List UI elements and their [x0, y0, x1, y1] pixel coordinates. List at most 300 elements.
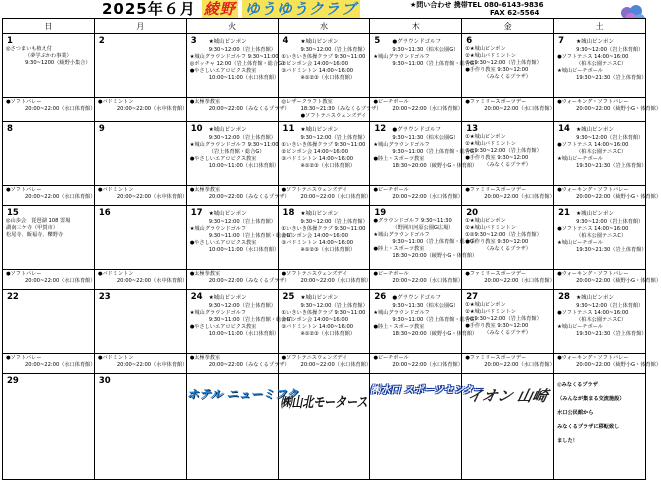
event-line: ◎山歩会 琵琶湖 108 霊場: [6, 217, 71, 224]
evening-event-line: ●ファミリースポーツデー: [465, 99, 527, 106]
day-number-line: [187, 122, 278, 135]
event-line: ②ピンポン会 14:00~16:00: [281, 232, 349, 239]
day-cell: [370, 121, 480, 185]
day-cell-29: [3, 373, 95, 479]
headline-event: ★城山ピンポン: [300, 294, 339, 301]
event-line: ●グラウンドゴルフ 9:30~11:30: [373, 217, 452, 224]
day-number-line: [370, 122, 461, 135]
event-line: ③バドミントン 14:00~16:00: [281, 239, 354, 246]
event-line: 9:30~12:00（岩上体育館）: [208, 302, 276, 309]
event-line: ①★城山ピンポン: [465, 301, 506, 308]
day-cell: [278, 34, 370, 98]
event-line: （みなくるプラザ）: [484, 245, 531, 252]
event-line: ②★城山バドミントン: [465, 224, 516, 231]
evening-cell: [462, 186, 554, 205]
headline-event: ●グラウンドゴルフ: [392, 294, 441, 301]
evening-cell: [370, 354, 462, 373]
event-line: 9:30~11:00（岩上体育館・総合G）: [208, 316, 296, 323]
evening-event-line: 18:30~21:30（みなくるプラザ）: [300, 106, 382, 113]
event-line: ①★城山ピンポン: [465, 217, 506, 224]
day-number-line: [187, 34, 278, 47]
event-line: （柏木公園テニスC）: [576, 316, 627, 323]
event-line: 9:30~12:00（岩上体育館）: [208, 47, 276, 53]
header: [0, 0, 650, 18]
day-cell: [554, 121, 646, 185]
event-line: ●手作り教室 9:30~12:00: [465, 154, 529, 161]
week-evening-row-4: [3, 354, 646, 373]
evening-event-line: ●ソフトバレー: [6, 355, 42, 362]
evening-event-line: 20:00~22:00（水口体育館）: [484, 362, 555, 369]
event-line: ※①②③（水口体育館）: [300, 162, 356, 169]
event-line: （岩上体育館・総合G）: [208, 148, 265, 155]
day-number-line: [554, 290, 645, 303]
event-line: 9:30~12:00（岩上体育館）: [300, 302, 368, 309]
day-cell: [462, 205, 554, 269]
evening-event-line: 20:00~22:00（綾野小G・体育館）: [576, 194, 661, 201]
event-line: ●手作り教室 9:30~12:00: [465, 67, 529, 73]
event-line: 9:30~1200（綾野小集合）: [25, 60, 91, 66]
evening-cell: [186, 270, 290, 289]
weekday-wed: 水: [278, 19, 370, 34]
evening-cell: [278, 98, 382, 122]
ad-sports-logo: ㈱水口 スポーツセンター: [370, 384, 484, 396]
evening-event-line: ●ソフトテニスウェンズデイ: [281, 271, 348, 278]
day-number: 22: [7, 291, 19, 302]
day-number-line: [462, 206, 553, 218]
day-number-line: [279, 122, 370, 135]
event-line: ●ソフトテニス 14:00~16:00: [557, 54, 629, 60]
event-line: ★城山ビーチボール: [557, 239, 603, 246]
week-evening-row-3: [3, 270, 646, 289]
evening-cell: [3, 354, 95, 373]
event-line: （柏木公園テニスC）: [576, 232, 627, 239]
evening-cell: [278, 270, 370, 289]
day-number: 15: [7, 207, 19, 218]
day-cell: [370, 205, 480, 269]
event-line: ②ピンポン会 14:00~16:00: [281, 61, 349, 67]
event-line: ◎さつまいも植え付: [6, 46, 53, 52]
event-line: 9:30~12:00（岩上体育館）: [576, 134, 644, 141]
evening-cell: [554, 270, 661, 289]
event-line: （野洲川河原公園G広場）: [392, 224, 454, 231]
contact-info: [410, 1, 544, 17]
evening-event-line: 20:00~22:00（みなくるプラザ）: [208, 194, 290, 201]
event-line: ①いきいき体操クラブ 9:30~11:00: [281, 54, 366, 60]
day-number: 29: [7, 375, 19, 386]
evening-event-line: 20:00~22:00（水口体育館）: [392, 278, 463, 285]
notice-cell: [554, 373, 646, 479]
evening-event-line: 20:00~22:00（水口体育館）: [25, 278, 96, 285]
headline-event: ★城山ピンポン: [576, 210, 614, 217]
evening-event-line: ●太極拳教室: [189, 355, 221, 362]
event-line: （みなくるプラザ）: [484, 161, 531, 168]
day-number: 17: [190, 207, 203, 218]
evening-cell: [94, 98, 186, 122]
evening-event-line: 20:00~22:00（水中体育館）: [116, 362, 188, 369]
event-line: ★城山グラウンドゴルフ: [373, 54, 430, 60]
day-number-line: [95, 290, 186, 302]
evening-cell: [3, 186, 95, 205]
weekday-sat: 土: [554, 19, 646, 34]
event-line: 9:30~12:00（岩上体育館）: [576, 302, 644, 309]
day-number: 10: [190, 123, 203, 134]
evening-event-line: ●太極拳教室: [189, 271, 221, 278]
week-row-4: [3, 289, 646, 353]
day-cell: [3, 289, 95, 353]
headline-event: ★城山ピンポン: [300, 210, 339, 217]
day-number-line: [554, 206, 645, 219]
event-line: ①★城山ピンポン: [465, 46, 506, 52]
event-line: ②ピンポン会 14:00~16:00: [281, 316, 349, 323]
event-line: ●やさしいエアロビクス教室: [189, 155, 257, 162]
headline-event: ●グラウンドゴルフ: [392, 126, 441, 133]
evening-event-line: ●ビーチボール: [373, 271, 409, 278]
event-line: ③バドミントン 14:00~16:00: [281, 68, 354, 74]
headline-event: ★城山ピンポン: [208, 126, 247, 133]
week-row-5: [3, 373, 646, 479]
day-number: 20: [466, 207, 479, 218]
day-number: 5: [374, 36, 381, 46]
day-cell: [462, 34, 554, 98]
event-line: ※①②③（水口体育館）: [300, 330, 356, 337]
event-line: ★城山ビーチボール: [557, 68, 603, 74]
notice-line: 水口公民館から: [557, 409, 594, 416]
headline-event: ★城山ピンポン: [576, 126, 614, 133]
evening-event-line: ●ソフトテニスウェンズデイ: [281, 355, 348, 362]
event-line: ★城山ビーチボール: [557, 155, 603, 162]
ad-hotel-logo: ホテル ニューミフク: [186, 386, 298, 401]
event-line: ③バドミントン 14:00~16:00: [281, 155, 354, 162]
day-number: 1: [7, 36, 13, 46]
event-line: ●やさしいエアロビクス教室: [189, 239, 257, 246]
week-evening-row-2: [3, 186, 646, 205]
event-line: ※①②③（水口体育館）: [300, 75, 356, 81]
event-line: 9:30~12:00（岩上体育館）: [576, 218, 644, 225]
day-number: 26: [374, 291, 387, 302]
event-line: 19:30~21:30（岩上体育館）: [576, 330, 647, 337]
day-number: 23: [98, 291, 111, 302]
day-number-line: [3, 206, 94, 218]
event-line: ①②9:30~12:00（岩上体育館）: [465, 315, 542, 322]
evening-cell: [94, 354, 186, 373]
event-line: 9:30~12:00（岩上体育館）: [300, 47, 368, 53]
day-number-line: [187, 290, 278, 303]
day-number: 13: [466, 123, 479, 134]
evening-cell: [462, 354, 554, 373]
evening-event-line: ●太極拳教室: [189, 99, 221, 106]
day-number-line: [370, 290, 461, 303]
evening-event-line: 20:00~22:00（水口体育館）: [300, 362, 372, 369]
day-cell-30: [94, 373, 186, 479]
day-number: 27: [466, 291, 479, 302]
evening-event-line: ●ソフトバレー: [6, 271, 42, 278]
evening-cell: [462, 98, 554, 122]
day-number-line: [370, 206, 461, 218]
evening-cell: [278, 186, 370, 205]
headline-event: ★城山ピンポン: [208, 210, 247, 217]
day-number-line: [554, 34, 645, 47]
headline-event: ★城山ピンポン: [576, 294, 614, 301]
event-line: ●陸上・スポーツ教室: [373, 245, 425, 252]
day-number: 21: [558, 207, 570, 218]
day-cell: [462, 289, 554, 353]
evening-event-line: ●ファミリースポーツデー: [465, 187, 527, 194]
notice-line: ました！: [557, 437, 578, 444]
evening-event-line: ●バドミントン: [97, 271, 134, 278]
evening-event-line: ●ビーチボール: [373, 99, 409, 106]
evening-cell: [94, 186, 186, 205]
event-line: 9:30~12:00（岩上体育館）: [208, 134, 276, 141]
evening-cell: [94, 270, 186, 289]
day-number-line: [554, 122, 645, 135]
day-cell: [278, 205, 370, 269]
day-number: 7: [558, 36, 564, 46]
event-line: 19:30~21:30（岩上体育館）: [576, 246, 647, 253]
event-line: ②★城山バドミントン: [465, 53, 516, 59]
day-number-line: [3, 122, 94, 134]
day-cell: [3, 205, 95, 269]
evening-cell: [370, 186, 462, 205]
event-line: 10:00~11:00（水口体育館）: [208, 75, 280, 81]
evening-event-line: ●ビーチボール: [373, 187, 409, 194]
day-number: 25: [282, 291, 295, 302]
evening-event-line: 20:00~22:00（水口体育館）: [484, 106, 555, 113]
event-line: ●やさしいエアロビクス教室: [189, 68, 257, 74]
evening-event-line: ●ウォーキング・ソフトバレー: [557, 99, 629, 106]
event-line: ★城山グラウンドゴルフ 9:30~11:00: [189, 141, 279, 148]
headline-event: ★城山ピンポン: [208, 294, 247, 301]
evening-event-line: 20:00~22:00（みなくるプラザ）: [208, 362, 290, 369]
event-line: 10:00~11:00（水口体育館）: [208, 246, 280, 253]
headline-event: ●グラウンドゴルフ: [392, 39, 441, 45]
day-number: 3: [190, 36, 197, 46]
evening-event-line: ●バドミントン: [97, 187, 134, 194]
page-title: [102, 0, 360, 19]
event-line: 10:00~11:00（水口体育館）: [208, 330, 280, 337]
event-line: ●陸上・スポーツ教室: [373, 155, 425, 162]
evening-cell: [554, 354, 661, 373]
event-line: 9:30~11:00（岩上体育館・総合G）: [392, 61, 480, 67]
event-line: 松尾寺、飯福寺、櫟野寺: [6, 231, 64, 238]
evening-event-line: 20:00~22:00（綾野小G・体育館）: [576, 106, 661, 113]
event-line: ②★城山バドミントン: [465, 308, 516, 315]
evening-event-line: 20:00~22:00（水口体育館）: [25, 194, 96, 201]
evening-event-line: 20:00~22:00（水中体育館）: [116, 194, 188, 201]
calendar-grid: [2, 18, 661, 480]
title-name: 綾野: [203, 0, 236, 18]
event-line: 9:30~12:00（岩上体育館）: [208, 218, 276, 225]
weekday-tue: 火: [186, 19, 278, 34]
day-number-line: [462, 122, 553, 134]
day-number: 2: [98, 36, 105, 46]
event-line: ①②9:30~12:00（岩上体育館）: [465, 60, 542, 66]
event-line: ②ピンポン会 14:00~16:00: [281, 148, 349, 155]
ad-motors-logo: ㈱山北モータース: [280, 393, 368, 411]
evening-cell: [186, 98, 290, 122]
event-line: （柏木公園テニスC）: [576, 61, 627, 67]
evening-cell: [186, 186, 290, 205]
day-cell: [94, 34, 186, 98]
evening-event-line: ◎レザークラフト教室: [281, 99, 333, 106]
event-line: ①②9:30~12:00（岩上体育館）: [465, 147, 542, 154]
event-line: ①いきいき体操クラブ 9:30~11:00: [281, 225, 366, 232]
evening-event-line: ●ソフトテニスウェンズデイ: [281, 187, 348, 194]
headline-event: ★城山ピンポン: [208, 39, 247, 45]
event-line: ●手作り教室 9:30~12:00: [465, 238, 529, 245]
day-number-line: [3, 34, 94, 46]
evening-event-line: ●ソフトテニスウェンズデイ: [300, 113, 367, 120]
title-club: ゆうゆうクラブ: [242, 0, 360, 18]
event-line: ●ソフトテニス 14:00~16:00: [557, 309, 629, 316]
week-row-1: [3, 34, 646, 98]
event-line: （夢学ぶかわ事業）: [25, 53, 72, 59]
evening-event-line: ●ソフトバレー: [6, 99, 42, 106]
event-line: 9:30~11:00（岩上体育館・総合G）: [392, 238, 480, 245]
ad-cell-hotel: [186, 373, 298, 479]
day-number-line: [462, 290, 553, 302]
contact-fax: FAX 62-5564: [490, 9, 540, 17]
day-cell: [94, 121, 186, 185]
evening-event-line: ●ウォーキング・ソフトバレー: [557, 355, 629, 362]
day-cell: [554, 205, 646, 269]
day-number-line: [279, 34, 370, 47]
week-evening-row-1: [3, 98, 646, 122]
week-row-3: [3, 205, 646, 269]
event-line: 9:30~12:00（岩上体育館）: [576, 47, 644, 53]
day-number: 28: [558, 291, 570, 302]
event-line: ★城山グラウンドゴルフ 9:30~11:00: [189, 54, 279, 60]
ad-cell-sports: [370, 373, 484, 479]
day-cell: [278, 289, 370, 353]
contact-phone: ★問い合わせ 携帯TEL 080-6143-9836: [410, 1, 544, 9]
evening-event-line: ●ファミリースポーツデー: [465, 355, 527, 362]
evening-event-line: ●ウォーキング・ソフトバレー: [557, 271, 629, 278]
evening-event-line: 20:00~22:00（綾野小G・体育館）: [576, 278, 661, 285]
headline-event: ★城山ピンポン: [300, 39, 339, 45]
event-line: ★城山グラウンドゴルフ: [373, 309, 430, 316]
event-line: ①★城山ピンポン: [465, 133, 506, 140]
evening-event-line: 20:00~22:00（水口体育館）: [25, 362, 96, 369]
day-number-line: [279, 206, 370, 219]
event-line: 9:30~11:30（柏木公園G）: [392, 134, 459, 141]
evening-event-line: 20:00~22:00（水中体育館）: [116, 278, 188, 285]
event-line: 10:00~11:00（水口体育館）: [208, 162, 280, 169]
event-line: ●ソフトテニス 14:00~16:00: [557, 225, 629, 232]
day-number: 6: [466, 36, 473, 46]
day-cell: [554, 34, 646, 98]
day-number-line: [3, 290, 94, 302]
day-cell: [94, 289, 186, 353]
evening-cell: [186, 354, 290, 373]
event-line: ●やさしいエアロビクス教室: [189, 323, 257, 330]
day-cell: [554, 289, 646, 353]
day-cell: [3, 121, 95, 185]
event-line: 9:30~12:00（岩上体育館）: [300, 134, 368, 141]
event-line: ★城山グラウンドゴルフ: [373, 231, 430, 238]
evening-event-line: ●バドミントン: [97, 355, 134, 362]
event-line: （みなくるプラザ）: [484, 74, 531, 80]
evening-event-line: 20:00~22:00（水口体育館）: [392, 362, 463, 369]
evening-event-line: ●ウォーキング・ソフトバレー: [557, 187, 629, 194]
day-number-line: [187, 206, 278, 219]
day-number: 19: [374, 207, 387, 218]
weekday-fri: 金: [462, 19, 554, 34]
day-number: 4: [282, 36, 289, 46]
event-line: 19:30~21:30（岩上体育館）: [576, 162, 647, 169]
headline-event: ★城山ピンポン: [300, 126, 339, 133]
evening-event-line: 20:00~22:00（水口体育館）: [484, 194, 555, 201]
evening-event-line: 20:00~22:00（みなくるプラザ）: [208, 106, 290, 113]
event-line: 9:30~12:00（岩上体育館）: [300, 218, 368, 225]
notice-line: みなくるプラザに移転致し: [557, 423, 620, 430]
day-cell: [3, 34, 95, 98]
event-line: 18:30~20:00（綾野小G・体育館）: [392, 162, 478, 169]
day-number-line: [95, 122, 186, 134]
event-line: ※①②③（水口体育館）: [300, 246, 356, 253]
evening-cell: [554, 98, 661, 122]
event-line: ①いきいき体操クラブ 9:30~11:00: [281, 309, 366, 316]
event-line: （みなくるプラザ）: [484, 329, 531, 336]
event-line: ③バドミントン 14:00~16:00: [281, 323, 354, 330]
ad-aeon-logo: イオン 山崎: [465, 386, 550, 405]
day-number: 12: [374, 123, 387, 134]
event-line: ①いきいき体操クラブ 9:30~11:00: [281, 141, 366, 148]
event-line: ★城山グラウンドゴルフ: [189, 309, 247, 316]
event-line: ②★城山バドミントン: [465, 140, 516, 147]
day-number-line: [462, 34, 553, 46]
event-line: ◎ボッチャ 12:00（岩上体育館・総合G）: [189, 61, 288, 67]
headline-event: ★城山ピンポン: [576, 39, 614, 45]
evening-event-line: ●太極拳教室: [189, 187, 221, 194]
event-line: 9:30~11:00（岩上体育館・総合G）: [208, 232, 296, 239]
evening-cell: [278, 354, 370, 373]
evening-cell: [3, 270, 95, 289]
event-line: ★城山ビーチボール: [557, 323, 603, 330]
day-cell: [94, 205, 186, 269]
event-line: ★城山グラウンドゴルフ: [189, 225, 247, 232]
evening-event-line: 20:00~22:00（水口体育館）: [392, 194, 463, 201]
event-line: 9:30~11:00（岩上体育館・総合G）: [392, 148, 480, 155]
evening-cell: [370, 98, 462, 122]
event-line: 18:30~20:00（綾野小G・体育館）: [392, 330, 478, 337]
evening-event-line: 20:00~22:00（水口体育館）: [392, 106, 463, 113]
event-line: （柏木公園テニスC）: [576, 148, 627, 155]
evening-cell: [462, 270, 554, 289]
day-number: 14: [558, 123, 570, 134]
event-line: 9:30~11:00（岩上体育館・総合G）: [392, 316, 480, 323]
weekday-header-row: [3, 19, 646, 34]
event-line: ●陸上・スポーツ教室: [373, 323, 425, 330]
day-number-line: [95, 206, 186, 218]
day-number: 30: [98, 375, 111, 386]
day-number: 18: [282, 207, 295, 218]
event-line: 9:30~11:30（柏木公園G）: [392, 302, 459, 309]
day-cell: [186, 34, 288, 98]
evening-event-line: ●ソフトバレー: [6, 187, 42, 194]
evening-cell: [554, 186, 661, 205]
evening-event-line: 20:00~22:00（水口体育館）: [25, 106, 96, 113]
day-cell: [278, 121, 370, 185]
event-line: ★城山グラウンドゴルフ: [373, 141, 430, 148]
notice-line: ◎みなくるプラザ: [557, 381, 598, 388]
day-cell: [462, 121, 554, 185]
evening-event-line: 20:00~22:00（みなくるプラザ）: [208, 278, 290, 285]
day-number: 24: [190, 291, 203, 302]
event-line: 湖南三ケ寺（甲賀市）: [6, 224, 58, 231]
weekday-sun: 日: [3, 19, 95, 34]
title-year-month: 2025年６月: [102, 0, 196, 18]
weekday-mon: 月: [94, 19, 186, 34]
